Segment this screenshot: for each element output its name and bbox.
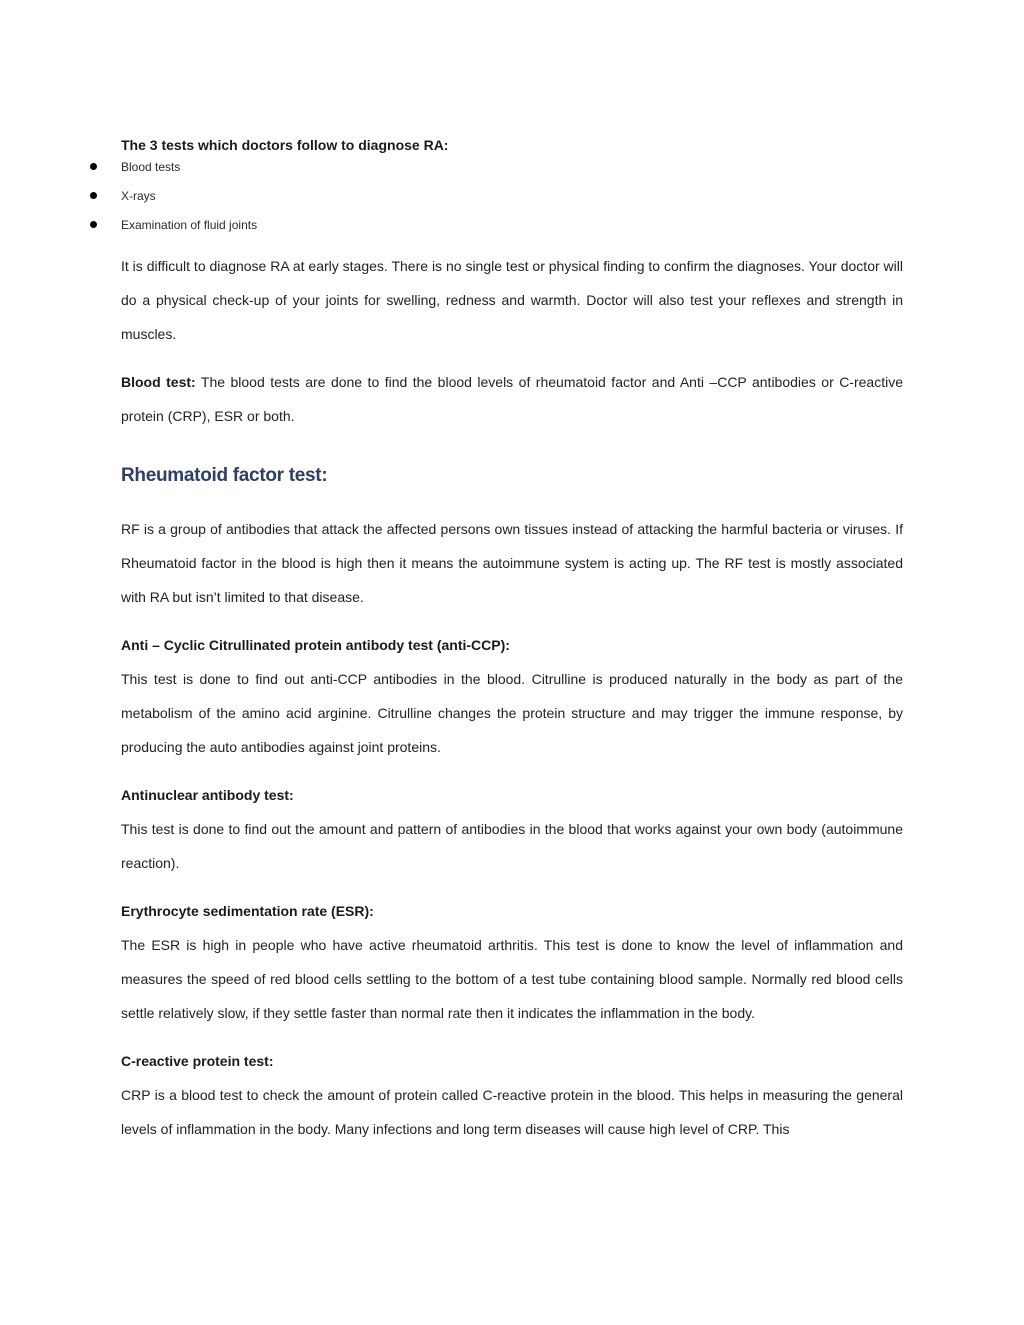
anti-ccp-paragraph: This test is done to find out anti-CCP antibodies in the blood. Citrulline is produced naturally in the body as part of the metabolism of the amino acid arginine. Citrulline changes the protein structure and may trigger the immune response, by producing the auto antibodies against joint proteins.	[121, 671, 903, 755]
bullet-icon	[90, 163, 97, 170]
blood-test-text: The blood tests are done to find the blood levels of rheumatoid factor and Anti –CCP antibodies or C-reactive protein (CRP), ESR or both.	[121, 374, 903, 424]
intro-heading: The 3 tests which doctors follow to diagnose RA:	[121, 137, 449, 153]
antinuclear-heading: Antinuclear antibody test:	[121, 787, 294, 803]
list-item-label: Blood tests	[121, 160, 181, 174]
list-item	[121, 215, 257, 244]
blood-test-label: Blood test:	[121, 374, 196, 390]
crp-paragraph: CRP is a blood test to check the amount of protein called C-reactive protein in the blood. This helps in measuring the general levels of inflammation in the body. Many infections and long term diseases will cause high level of CRP. This	[121, 1087, 903, 1137]
blood-test-paragraph	[121, 365, 903, 433]
anti-ccp-heading: Anti – Cyclic Citrullinated protein antibody test (anti-CCP):	[121, 637, 510, 653]
esr-heading: Erythrocyte sedimentation rate (ESR):	[121, 903, 374, 919]
bullet-icon	[90, 221, 97, 228]
diagnosis-tests-list	[121, 157, 257, 244]
list-item	[121, 157, 257, 186]
diagnosis-paragraph: It is difficult to diagnose RA at early stages. There is no single test or physical finding to confirm the diagnoses. Your doctor will do a physical check-up of your joints for swelling, redness and warmth. Doctor will also test your reflexes and strength in muscles.	[121, 258, 903, 342]
rheumatoid-factor-paragraph: RF is a group of antibodies that attack the affected persons own tissues instead of attacking the harmful bacteria or viruses. If Rheumatoid factor in the blood is high then it means the autoimmune system is acting up. The RF test is mostly associated with RA but isn’t limited to that disease.	[121, 521, 903, 605]
bullet-icon	[90, 192, 97, 199]
esr-paragraph: The ESR is high in people who have active rheumatoid arthritis. This test is done to know the level of inflammation and measures the speed of red blood cells settling to the bottom of a test tube containing blood sample. Normally red blood cells settle relatively slow, if they settle faster than normal rate then it indicates the inflammation in the body.	[121, 937, 903, 1021]
crp-heading: C-reactive protein test:	[121, 1053, 274, 1069]
antinuclear-paragraph: This test is done to find out the amount and pattern of antibodies in the blood that works against your own body (autoimmune reaction).	[121, 821, 903, 871]
list-item	[121, 186, 257, 215]
list-item-label: Examination of fluid joints	[121, 218, 258, 232]
list-item-label: X-rays	[121, 189, 156, 203]
rheumatoid-factor-title: Rheumatoid factor test:	[121, 465, 328, 486]
